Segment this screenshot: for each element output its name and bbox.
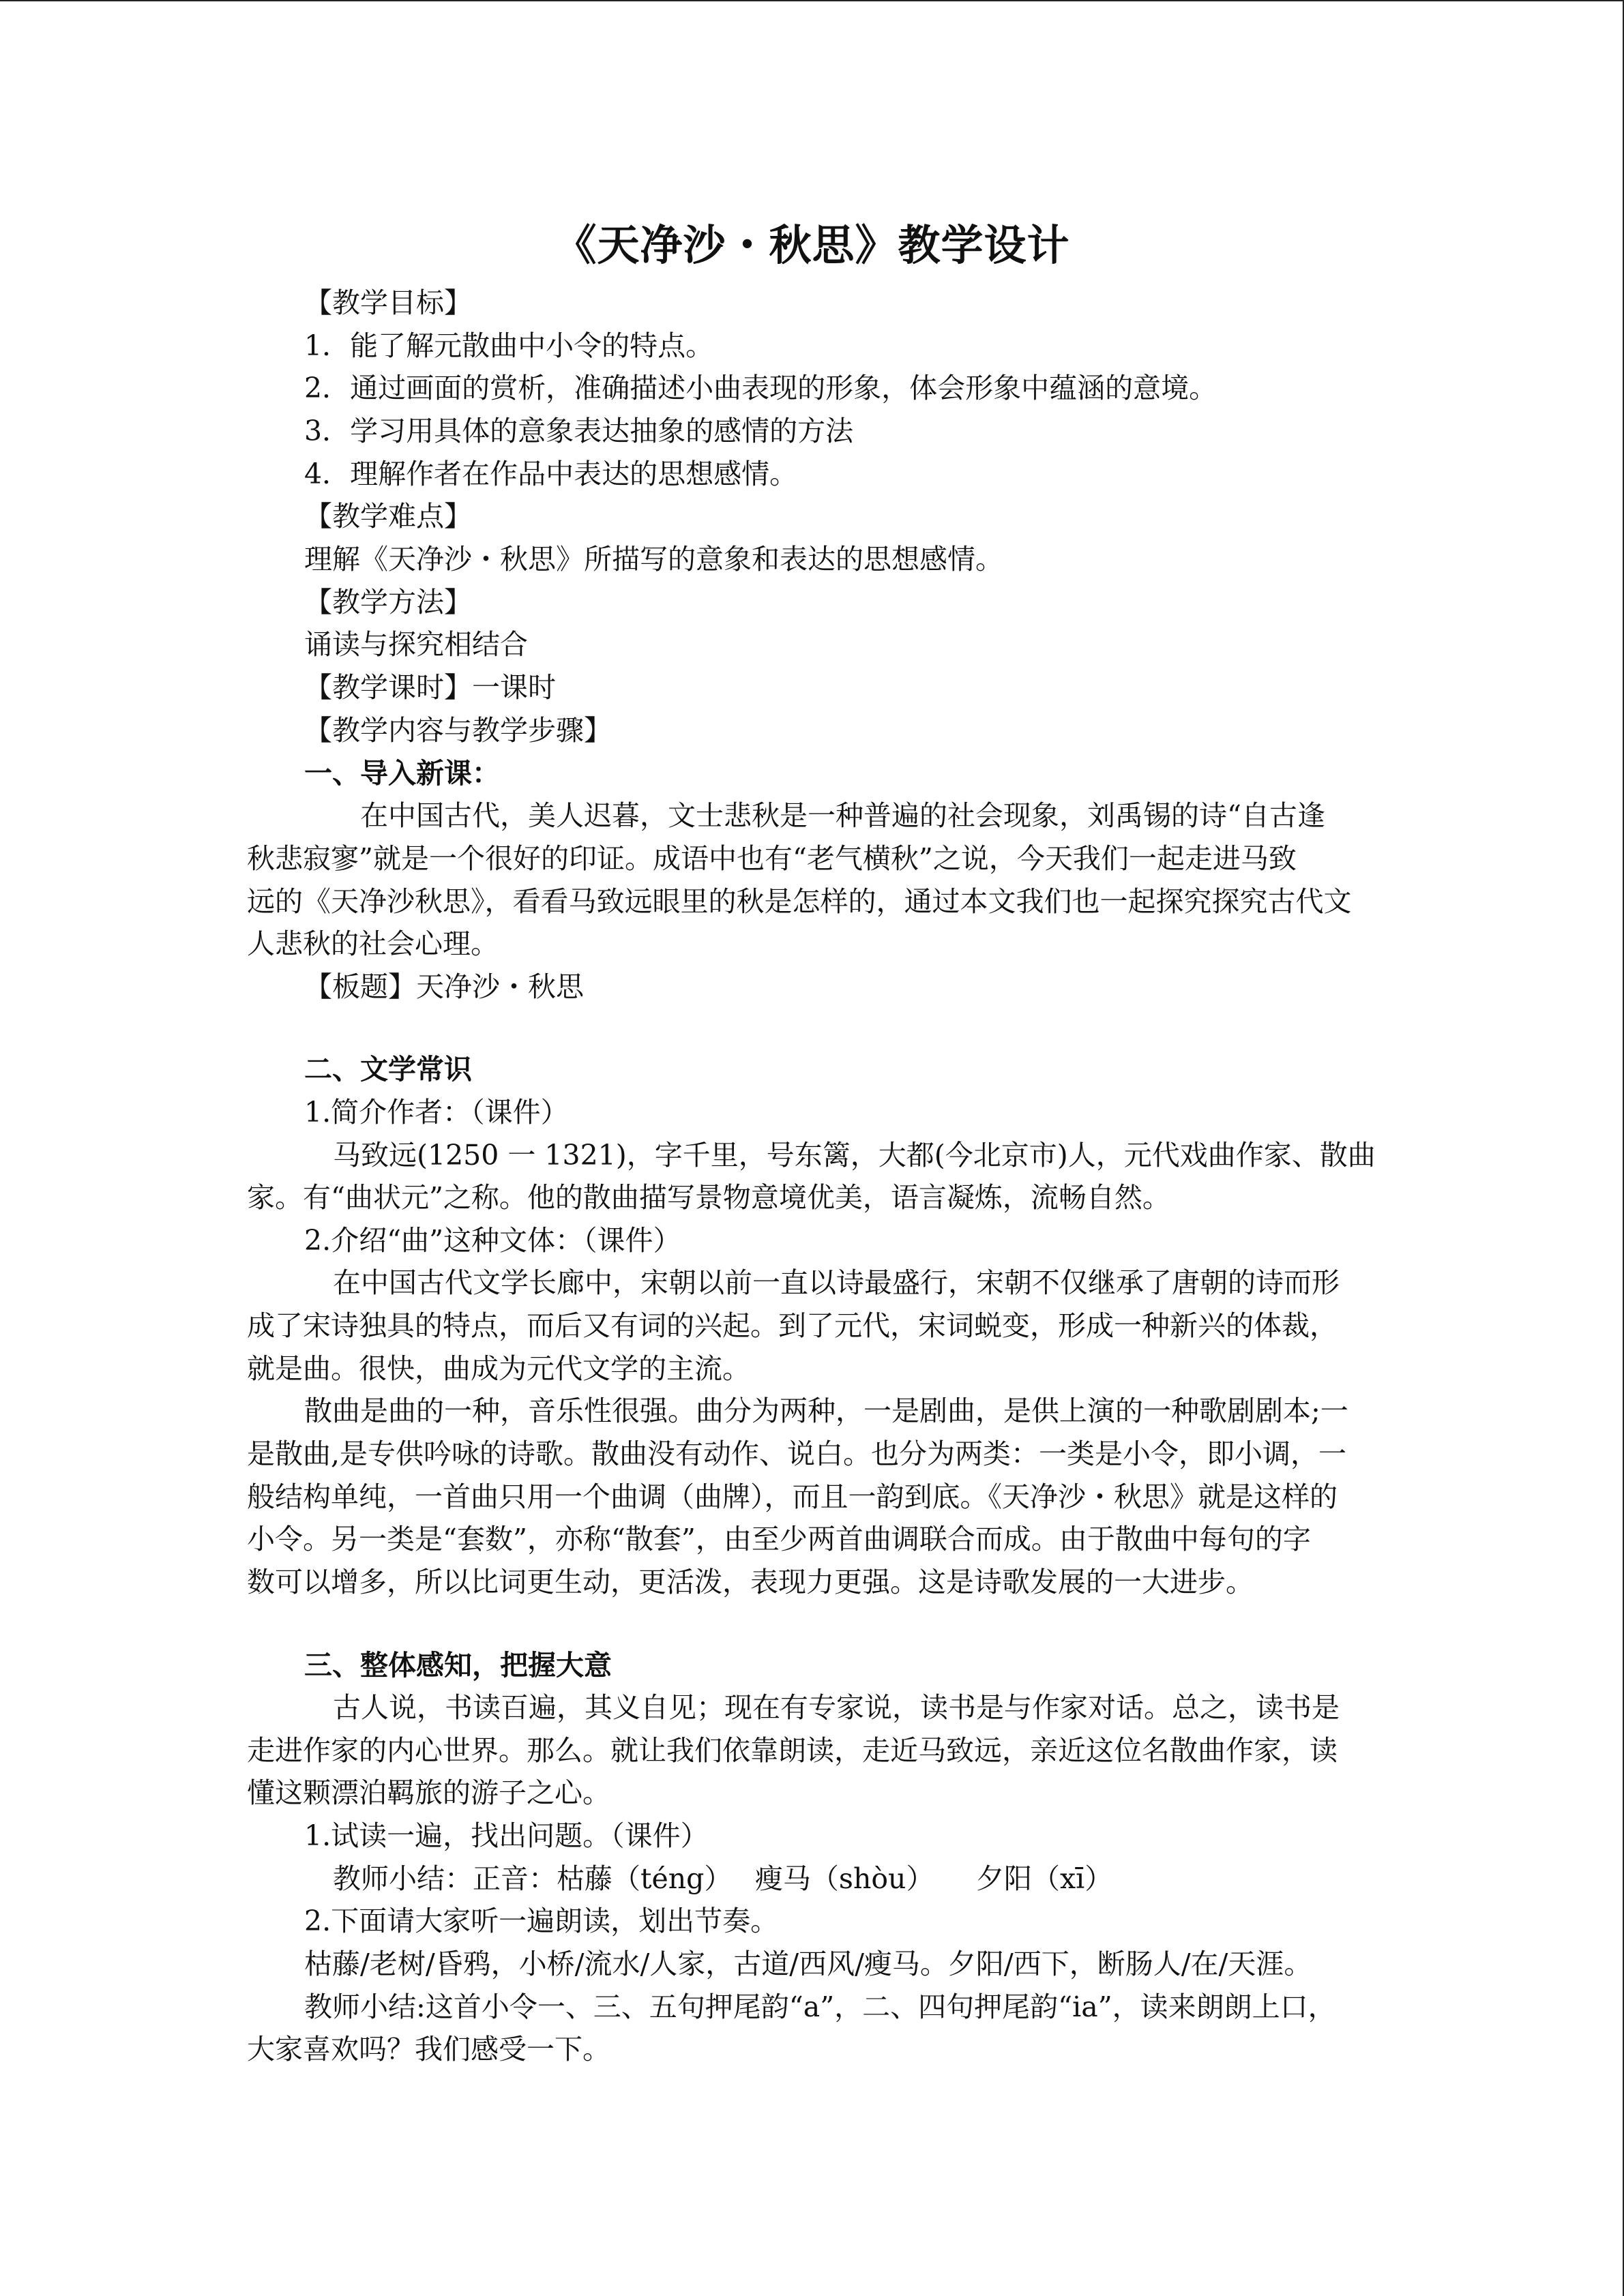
paragraph-line: 在中国古代，美人迟暮，文士悲秋是一种普遍的社会现象，刘禹锡的诗“自古逢 <box>360 799 1325 832</box>
paragraph-line: 懂这颗漂泊羁旅的游子之心。 <box>247 1776 610 1809</box>
document-title: 《天净沙・秋思》教学设计 <box>554 220 1070 270</box>
step-item: 2.下面请大家听一遍朗读，划出节奏。 <box>304 1905 779 1937</box>
goal-item: 1．能了解元散曲中小令的特点。 <box>304 329 714 362</box>
section-heading-overview: 三、整体感知，把握大意 <box>304 1649 612 1682</box>
paragraph-line: 走进作家的内心世界。那么。就让我们依靠朗读，走近马致远，亲近这位名散曲作家，读 <box>247 1734 1338 1767</box>
heading-teaching-goals: 【教学目标】 <box>304 286 472 319</box>
goal-item: 2．通过画面的赏析，准确描述小曲表现的形象，体会形象中蕴涵的意境。 <box>304 372 1217 404</box>
section-heading-literature: 二、文学常识 <box>304 1053 472 1086</box>
paragraph-line: 是散曲,是专供吟咏的诗歌。散曲没有动作、说白。也分为两类：一类是小令，即小调，一 <box>247 1437 1347 1470</box>
board-title: 【板题】天净沙・秋思 <box>304 970 584 1003</box>
difficulty-text: 理解《天净沙・秋思》所描写的意象和表达的思想感情。 <box>304 543 1003 576</box>
paragraph-line: 远的《天净沙秋思》，看看马致远眼里的秋是怎样的，通过本文我们也一起探究探究古代文 <box>247 885 1352 918</box>
paragraph-line: 教师小结:这首小令一、三、五句押尾韵“a”，二、四句押尾韵“ia”，读来朗朗上口， <box>304 1991 1336 2023</box>
paragraph-line: 马致远(1250 一 1321)，字千里，号东篱，大都(今北京市)人，元代戏曲作家、散曲 <box>333 1139 1376 1172</box>
heading-difficulty: 【教学难点】 <box>304 500 472 533</box>
step-item: 1.试读一遍，找出问题。（课件） <box>304 1819 709 1852</box>
paragraph-line: 散曲是曲的一种，音乐性很强。曲分为两种，一是剧曲，是供上演的一种歌剧剧本;一 <box>304 1395 1348 1427</box>
paragraph-line: 古人说，书读百遍，其义自见；现在有专家说，读书是与作家对话。总之，读书是 <box>333 1691 1340 1724</box>
paragraph-line: 成了宋诗独具的特点，而后又有词的兴起。到了元代，宋词蜕变，形成一种新兴的体裁， <box>247 1309 1338 1342</box>
paragraph-line: 数可以增多，所以比词更生动，更活泼，表现力更强。这是诗歌发展的一大进步。 <box>247 1566 1254 1598</box>
rhythm-line: 枯藤/老树/昏鸦，小桥/流水/人家，古道/西风/瘦马。夕阳/西下，断肠人/在/天涯。 <box>304 1948 1312 1980</box>
section-heading-intro: 一、导入新课： <box>304 757 500 790</box>
paragraph-line: 人悲秋的社会心理。 <box>247 927 499 960</box>
method-text: 诵读与探究相结合 <box>304 628 528 661</box>
paragraph-line: 秋悲寂寥”就是一个很好的印证。成语中也有“老气横秋”之说，今天我们一起走进马致 <box>247 842 1297 875</box>
subheading-qu: 2.介绍“曲”这种文体：（课件） <box>304 1224 681 1257</box>
heading-class-hours: 【教学课时】一课时 <box>304 671 556 704</box>
heading-method: 【教学方法】 <box>304 586 472 618</box>
paragraph-line: 就是曲。很快，曲成为元代文学的主流。 <box>247 1352 750 1385</box>
heading-content-steps: 【教学内容与教学步骤】 <box>304 714 612 747</box>
goal-item: 3．学习用具体的意象表达抽象的感情的方法 <box>304 415 854 447</box>
pronunciation-note: 教师小结：正音：枯藤（téng） 瘦马（shòu） 夕阳（xī） <box>333 1862 1113 1895</box>
goal-item: 4．理解作者在作品中表达的思想感情。 <box>304 458 798 490</box>
paragraph-line: 家。有“曲状元”之称。他的散曲描写景物意境优美，语言凝炼，流畅自然。 <box>247 1181 1170 1214</box>
subheading-author: 1.简介作者：（课件） <box>304 1096 569 1129</box>
paragraph-line: 般结构单纯，一首曲只用一个曲调（曲牌），而且一韵到底。《天净沙・秋思》就是这样的 <box>247 1480 1338 1513</box>
paragraph-line: 小令。另一类是“套数”，亦称“散套”，由至少两首曲调联合而成。由于散曲中每句的字 <box>247 1523 1311 1555</box>
paragraph-line: 在中国古代文学长廊中，宋朝以前一直以诗最盛行，宋朝不仅继承了唐朝的诗而形 <box>333 1266 1340 1299</box>
paragraph-line: 大家喜欢吗？我们感受一下。 <box>247 2033 610 2066</box>
